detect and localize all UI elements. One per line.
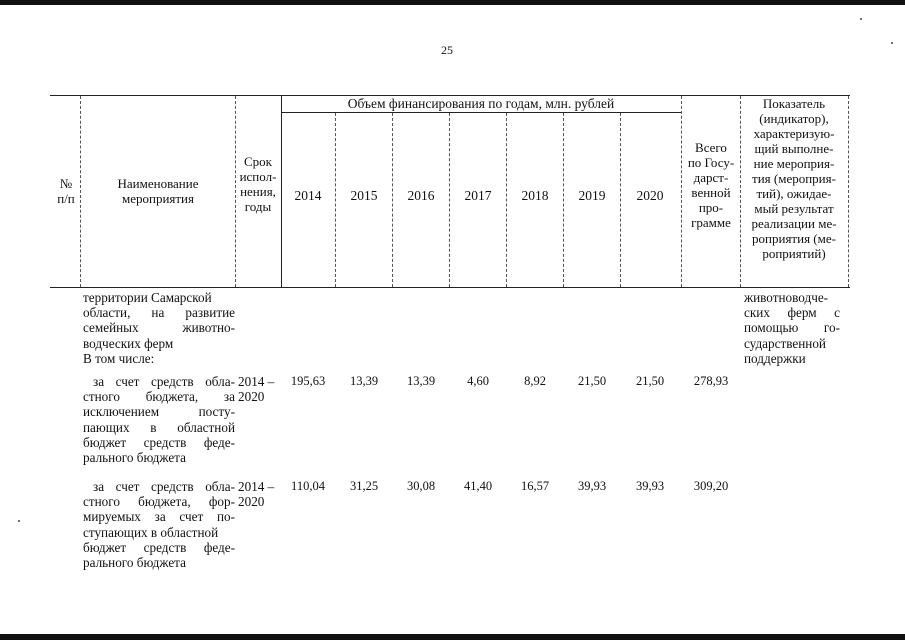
row-2-value-2019: 39,93 <box>577 479 607 493</box>
col-divider <box>620 113 621 287</box>
scan-top-border <box>0 0 905 5</box>
year-header: 2016 <box>407 188 435 203</box>
row-2-value-2018: 16,57 <box>520 479 550 493</box>
table-row-1-term: 2014 – 2020 <box>238 374 275 405</box>
year-header: 2017 <box>464 188 492 203</box>
funding-title: Объем финансирования по годам, млн. рублей <box>347 96 615 111</box>
row-2-value-2014: 110,04 <box>291 479 325 493</box>
header-number: № п/п <box>57 176 75 206</box>
row-1-value-2016: 13,39 <box>406 374 436 388</box>
scan-speck <box>891 42 893 44</box>
header-total: Всего по Госу- дарст- венной про- грамме <box>687 140 735 230</box>
header-bottom-border <box>50 287 850 288</box>
scan-bottom-border <box>0 634 905 640</box>
table-row-2-name: за счет средств обла- стного бюджета, фор- мируемых за счет по- ступающих в областной бюджет средств феде- рального бюджета <box>83 479 235 571</box>
year-header: 2020 <box>636 188 664 203</box>
header-indicator: Показатель (индикатор), характеризую- щий выполне- ние мероприя- тия (мероприя- тий), ожидае- мый результат реализации ме- роприятия (ме- роприятий) <box>751 96 837 261</box>
row-1-value-2017: 4,60 <box>467 374 489 388</box>
year-header: 2015 <box>350 188 378 203</box>
table-row-2-term: 2014 – 2020 <box>238 479 275 510</box>
col-divider <box>80 96 81 287</box>
header-term: Срок испол- нения, годы <box>239 154 277 214</box>
row-2-value-2016: 30,08 <box>406 479 436 493</box>
scan-speck <box>860 18 862 20</box>
row-2-value-2020: 39,93 <box>635 479 665 493</box>
row-2-total: 309,20 <box>693 479 729 493</box>
page-number: 25 <box>441 43 453 57</box>
event-name-continuation: территории Самарской области, на развитие семейных животно- водческих ферм В том числе: <box>83 290 235 366</box>
scan-speck <box>18 520 20 522</box>
year-header: 2019 <box>578 188 606 203</box>
row-1-value-2014: 195,63 <box>290 374 326 388</box>
table-row-1-name: за счет средств обла- стного бюджета, за исключением посту- пающих в областной бюджет средств феде- рального бюджета <box>83 374 235 466</box>
row-1-value-2020: 21,50 <box>635 374 665 388</box>
row-2-value-2015: 31,25 <box>349 479 379 493</box>
indicator-continuation: животноводче- ских ферм с помощью го- сударственной поддержки <box>744 290 840 366</box>
row-1-value-2019: 21,50 <box>577 374 607 388</box>
row-1-total: 278,93 <box>693 374 729 388</box>
col-divider <box>848 96 849 287</box>
header-event-name: Наименование мероприятия <box>117 176 199 206</box>
funding-header-divider <box>281 112 681 113</box>
year-header: 2014 <box>294 188 322 203</box>
row-1-value-2018: 8,92 <box>524 374 546 388</box>
row-1-value-2015: 13,39 <box>349 374 379 388</box>
year-header: 2018 <box>521 188 549 203</box>
row-2-value-2017: 41,40 <box>463 479 493 493</box>
in-total-label: В том числе: <box>83 350 155 366</box>
